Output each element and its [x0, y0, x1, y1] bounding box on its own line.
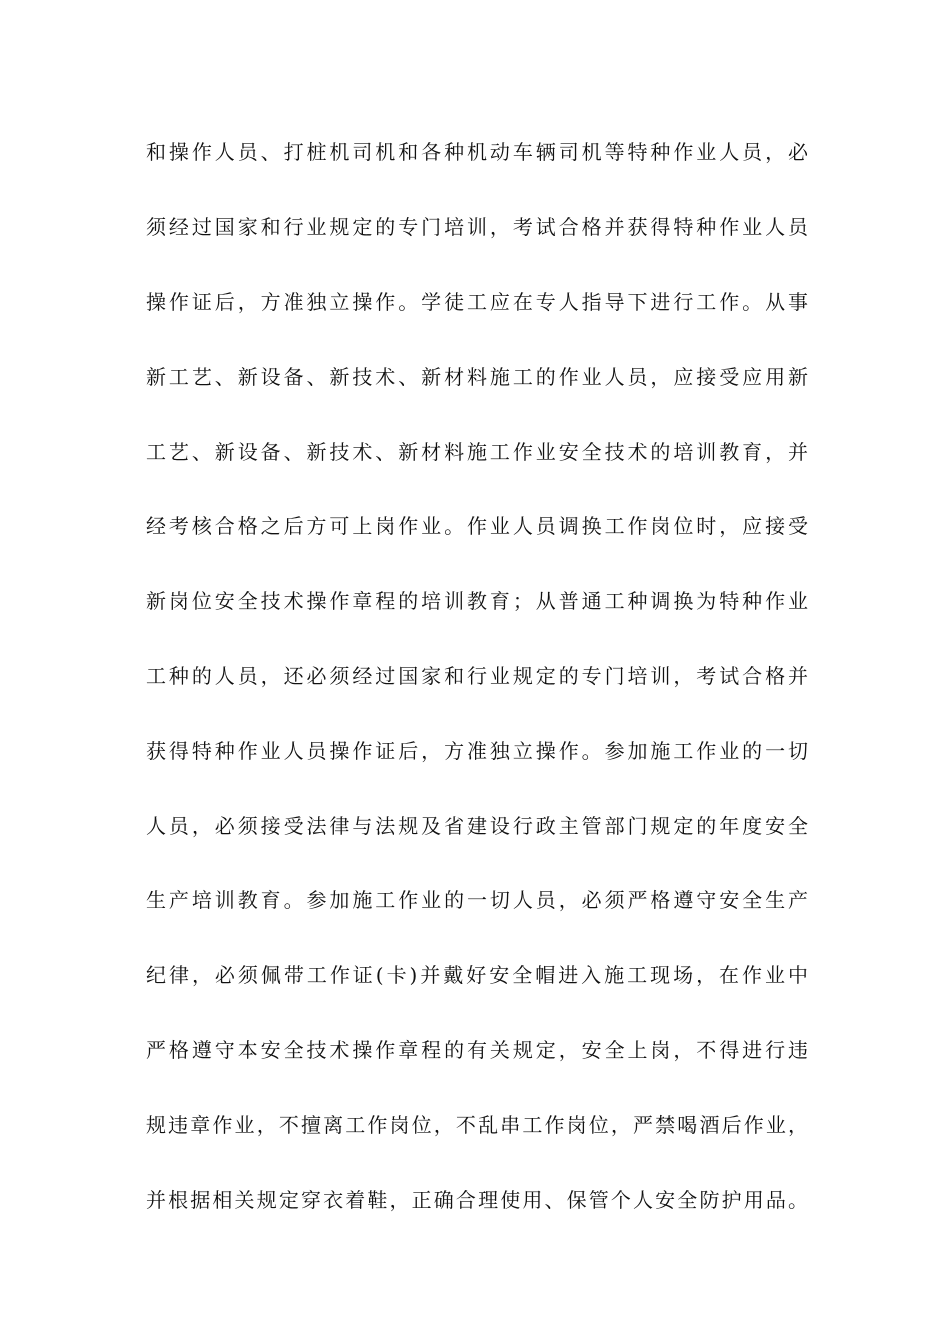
text-line: 操作证后，方准独立操作。学徒工应在专人指导下进行工作。从事 [146, 290, 808, 314]
text-line: 生产培训教育。参加施工作业的一切人员，必须严格遵守安全生产 [146, 888, 808, 912]
text-line: 纪律，必须佩带工作证(卡)并戴好安全帽进入施工现场，在作业中 [146, 963, 808, 987]
text-line: 获得特种作业人员操作证后，方准独立操作。参加施工作业的一切 [146, 739, 808, 763]
text-line: 规违章作业，不擅离工作岗位，不乱串工作岗位，严禁喝酒后作业， [146, 1113, 808, 1137]
text-line: 新工艺、新设备、新技术、新材料施工的作业人员，应接受应用新 [146, 365, 808, 389]
text-line: 工艺、新设备、新技术、新材料施工作业安全技术的培训教育，并 [146, 440, 808, 464]
text-line: 人员，必须接受法律与法规及省建设行政主管部门规定的年度安全 [146, 814, 808, 838]
text-line: 工种的人员，还必须经过国家和行业规定的专门培训，考试合格并 [146, 664, 808, 688]
text-line: 和操作人员、打桩机司机和各种机动车辆司机等特种作业人员，必 [146, 140, 808, 164]
text-line: 新岗位安全技术操作章程的培训教育；从普通工种调换为特种作业 [146, 589, 808, 613]
text-line: 经考核合格之后方可上岗作业。作业人员调换工作岗位时，应接受 [146, 514, 808, 538]
text-line: 严格遵守本安全技术操作章程的有关规定，安全上岗，不得进行违 [146, 1038, 808, 1062]
text-line: 须经过国家和行业规定的专门培训，考试合格并获得特种作业人员 [146, 215, 808, 239]
text-line: 并根据相关规定穿衣着鞋，正确合理使用、保管个人安全防护用品。 [146, 1188, 808, 1212]
